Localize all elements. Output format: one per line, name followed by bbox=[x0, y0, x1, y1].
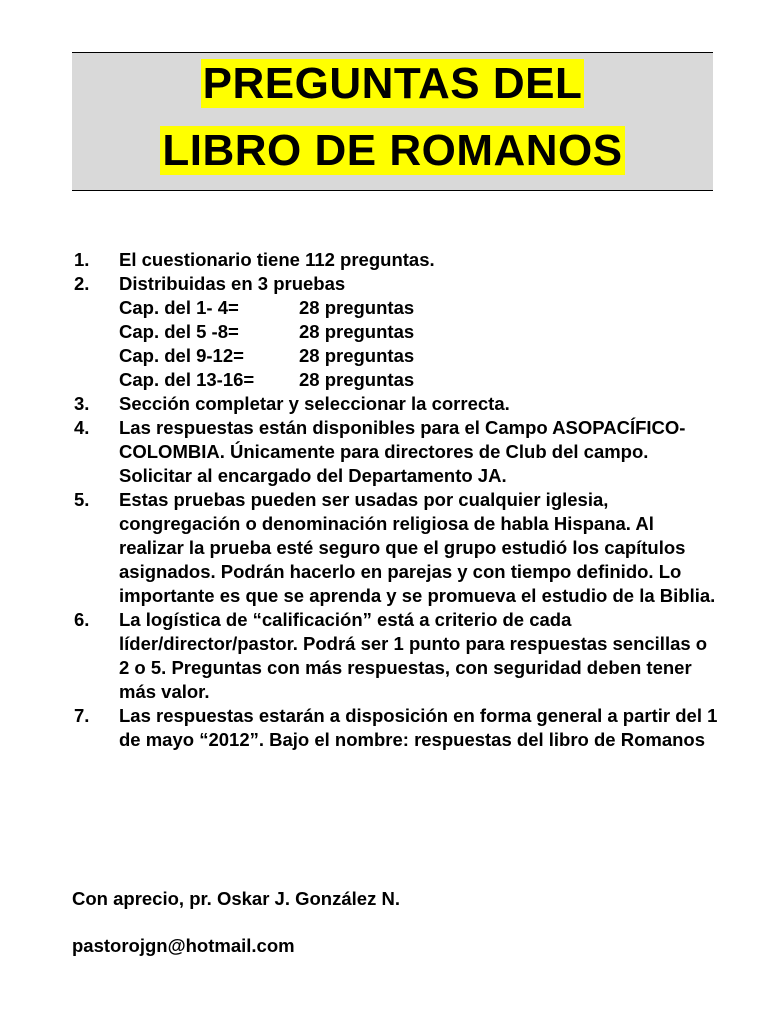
item-number: 2. bbox=[74, 273, 90, 294]
chapter-range: Cap. del 13-16= bbox=[119, 369, 255, 390]
title-line-1-text: PREGUNTAS DEL bbox=[202, 59, 583, 108]
list-item bbox=[72, 416, 722, 488]
item-text: La logística de “calificación” está a criterio de cada líder/director/pastor. Podrá ser 1 punto para respuestas sencillas o 2 o 5. Preguntas con más respuestas, con seguridad deben tener más valor. bbox=[119, 609, 708, 702]
chapter-range: Cap. del 5 -8= bbox=[119, 321, 239, 342]
list-item bbox=[72, 704, 722, 752]
title-line-2-text: LIBRO DE ROMANOS bbox=[162, 126, 623, 175]
chapter-row bbox=[119, 320, 722, 344]
info-list bbox=[72, 248, 722, 752]
chapter-count: 28 preguntas bbox=[299, 297, 415, 318]
title-box bbox=[72, 52, 713, 191]
email-address: pastorojgn@hotmail.com bbox=[72, 935, 295, 956]
chapter-count: 28 preguntas bbox=[299, 345, 415, 366]
item-number: 6. bbox=[74, 609, 90, 630]
chapter-range: Cap. del 9-12= bbox=[119, 345, 244, 366]
item-number: 4. bbox=[74, 417, 90, 438]
chapter-count: 28 preguntas bbox=[299, 321, 415, 342]
list-item bbox=[72, 272, 722, 392]
chapter-row bbox=[119, 368, 722, 392]
chapter-count: 28 preguntas bbox=[299, 369, 415, 390]
list-item bbox=[72, 488, 722, 608]
item-text: Estas pruebas pueden ser usadas por cualquier iglesia, congregación o denominación religiosa de habla Hispana. Al realizar la prueba esté seguro que el grupo estudió los capítulos asignados. Podrán hacerlo en parejas y con tiempo definido. Lo importante es que se aprenda y se promueva el estudio de la Biblia. bbox=[119, 489, 716, 606]
chapter-range: Cap. del 1- 4= bbox=[119, 297, 239, 318]
item-number: 7. bbox=[74, 705, 90, 726]
list-item bbox=[72, 248, 722, 272]
item-text: Las respuestas estarán a disposición en forma general a partir del 1 de mayo “2012”. Bajo el nombre: respuestas del libro de Romanos bbox=[119, 705, 718, 750]
item-text: Sección completar y seleccionar la correcta. bbox=[119, 393, 510, 414]
chapter-row bbox=[119, 344, 722, 368]
list-item bbox=[72, 608, 722, 704]
title-line-2 bbox=[72, 126, 713, 176]
list-item bbox=[72, 392, 722, 416]
title-line-1 bbox=[72, 59, 713, 109]
item-number: 3. bbox=[74, 393, 90, 414]
item-number: 5. bbox=[74, 489, 90, 510]
item-text: Distribuidas en 3 pruebas bbox=[119, 273, 346, 294]
item-text: Las respuestas están disponibles para el Campo ASOPACÍFICO-COLOMBIA. Únicamente para directores de Club del campo. Solicitar al encargado del Departamento JA. bbox=[119, 417, 686, 486]
item-number: 1. bbox=[74, 249, 90, 270]
signature: Con aprecio, pr. Oskar J. González N. bbox=[72, 888, 400, 909]
item-text: El cuestionario tiene 112 preguntas. bbox=[119, 249, 435, 270]
chapter-row bbox=[119, 296, 722, 320]
